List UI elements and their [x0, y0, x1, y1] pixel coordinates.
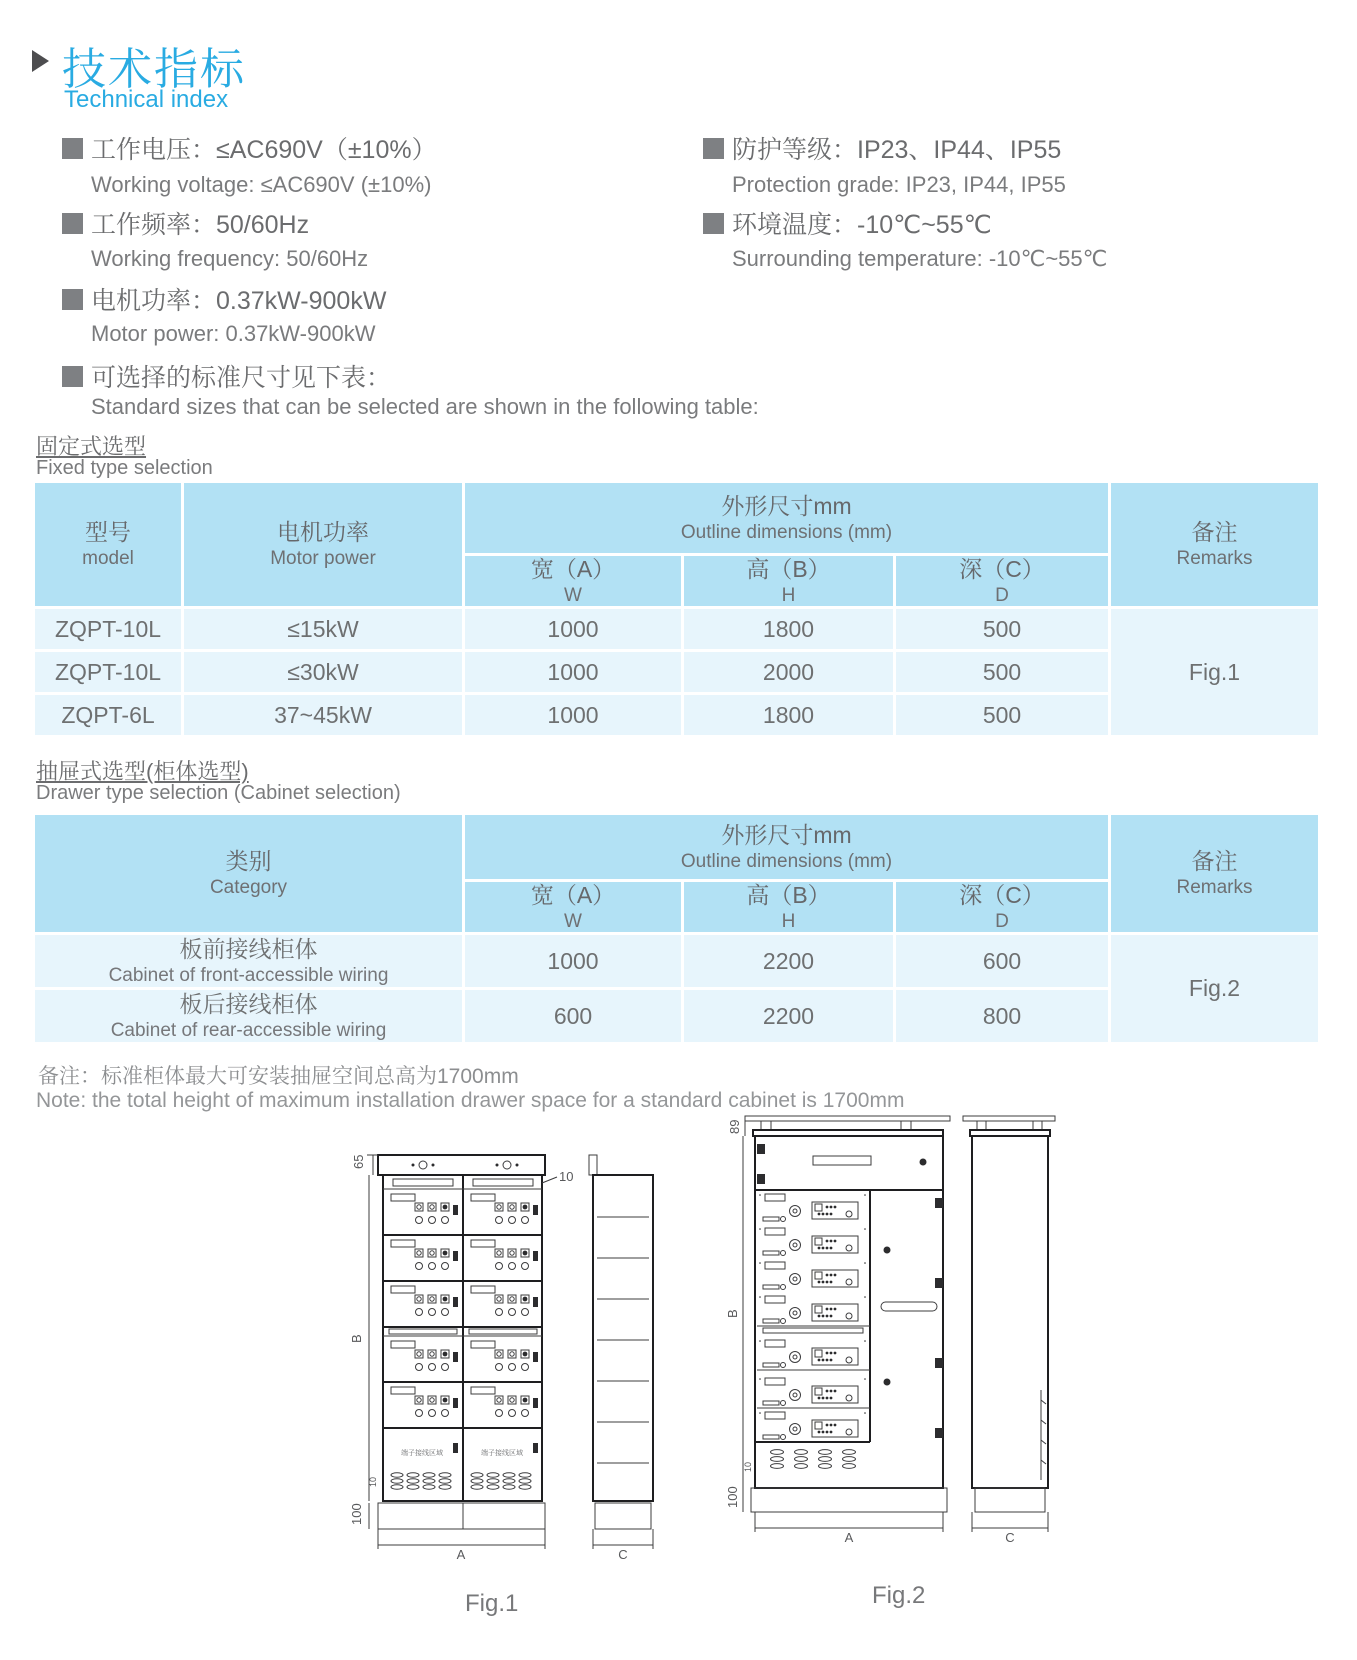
fig2-caption: Fig.2	[872, 1582, 926, 1609]
col-header-category-en: Category	[209, 877, 288, 898]
cell-value: 2000	[762, 658, 815, 685]
col-header-height	[684, 556, 893, 606]
col-header-remarks	[1111, 483, 1318, 606]
table-cell-power	[184, 652, 462, 692]
spec-motor-power-en: Motor power: 0.37kW-900kW	[91, 321, 376, 346]
col-header-width-en: W	[564, 584, 582, 606]
table-cell-height	[684, 695, 893, 735]
table-cell-model	[35, 695, 181, 735]
table-cell-width	[465, 695, 681, 735]
fig1-dim-10-vent: 10	[368, 1476, 378, 1487]
cell-value: ZQPT-10L	[54, 658, 162, 685]
col-header-depth-en: D	[995, 910, 1009, 932]
table-cell-category	[35, 935, 462, 987]
col-header-model-cn: 型号	[85, 519, 131, 546]
cell-value: ≤15kW	[287, 615, 359, 642]
col-header-depth-en: D	[995, 584, 1009, 606]
col-header-width	[465, 882, 681, 932]
table-cell-depth	[896, 652, 1108, 692]
col-header-remarks-en: Remarks	[1176, 877, 1253, 898]
fig2-dim-C: C	[1005, 1530, 1015, 1545]
col-header-model	[35, 483, 181, 606]
col-header-remarks	[1111, 815, 1318, 932]
square-bullet-icon	[62, 289, 83, 310]
col-header-category	[35, 815, 462, 932]
drawer-section-title-cn: 抽屉式选型(柜体选型)	[36, 759, 249, 784]
drawer-type-table	[35, 815, 1318, 1042]
spec-working-frequency-en: Working frequency: 50/60Hz	[91, 246, 369, 271]
cell-value: 1000	[547, 701, 599, 728]
col-header-height-cn: 高（B）	[746, 555, 831, 582]
spec-working-frequency	[62, 205, 309, 241]
cell-value: Fig.2	[1188, 975, 1241, 1002]
cell-value-cn: 板前接线柜体	[179, 935, 318, 962]
title-arrow-icon	[32, 50, 49, 72]
spec-working-voltage-cn: 工作电压：≤AC690V（±10%）	[91, 136, 437, 164]
fig1-caption: Fig.1	[465, 1590, 519, 1617]
fig1-dim-100: 100	[349, 1503, 364, 1525]
cell-value: 2200	[762, 947, 815, 974]
col-header-width-cn: 宽（A）	[530, 881, 616, 908]
square-bullet-icon	[62, 213, 83, 234]
cell-value: ≤30kW	[287, 658, 359, 685]
fig2-side-view	[963, 1116, 1055, 1545]
table-cell-power	[184, 609, 462, 649]
table-cell-depth	[896, 990, 1108, 1042]
col-header-width-cn: 宽（A）	[530, 555, 616, 582]
table-cell-power	[184, 695, 462, 735]
fig1-dim-65: 65	[351, 1154, 366, 1169]
cell-value: 500	[982, 658, 1022, 685]
col-header-depth	[896, 556, 1108, 606]
col-header-depth	[896, 882, 1108, 932]
cell-value: 1800	[762, 701, 815, 728]
col-header-height	[684, 882, 893, 932]
cell-value: 1000	[547, 947, 599, 974]
cell-value: 600	[982, 947, 1022, 974]
col-header-outline-dimensions-en: Outline dimensions (mm)	[680, 521, 893, 543]
fig1-side-view	[589, 1155, 653, 1562]
fixed-section-title-cn: 固定式选型	[36, 434, 147, 459]
table-cell-height	[684, 990, 893, 1042]
table-cell-height	[684, 609, 893, 649]
cell-value-cn: 板后接线柜体	[179, 990, 318, 1017]
col-header-depth-cn: 深（C）	[959, 555, 1045, 582]
cell-value: 800	[982, 1002, 1022, 1029]
table-cell-depth	[896, 609, 1108, 649]
table-cell-depth	[896, 935, 1108, 987]
cell-value: 500	[982, 615, 1022, 642]
table-cell-width	[465, 935, 681, 987]
page-subtitle: Technical index	[64, 86, 229, 113]
col-header-outline-dimensions-cn: 外形尺寸mm	[721, 492, 852, 519]
spec-working-voltage	[62, 130, 437, 166]
note-cn: 备注：标准柜体最大可安装抽屉空间总高为1700mm	[38, 1065, 519, 1088]
cell-value: 2200	[762, 1002, 815, 1029]
fig1-terminal-area-label: 端子接线区域	[401, 1450, 443, 1457]
fig2-dim-89: 89	[727, 1119, 742, 1134]
col-header-depth-cn: 深（C）	[959, 881, 1045, 908]
table-cell-model	[35, 609, 181, 649]
table-cell-depth	[896, 695, 1108, 735]
fig1-fixed-cabinet-drawing	[345, 1125, 690, 1585]
fig1-front-view	[378, 1155, 545, 1529]
spec-protection-grade-cn: 防护等级：IP23、IP44、IP55	[732, 136, 1062, 164]
fig2-dim-A: A	[844, 1530, 854, 1545]
spec-motor-power-cn: 电机功率：0.37kW-900kW	[91, 287, 387, 315]
spec-table-intro-en: Standard sizes that can be selected are shown in the following table:	[91, 394, 759, 419]
col-header-model-en: model	[82, 548, 134, 569]
col-header-height-en: H	[781, 910, 796, 932]
note-en: Note: the total height of maximum installation drawer space for a standard cabinet is 1700mm	[36, 1089, 905, 1112]
cell-value: ZQPT-6L	[61, 701, 155, 728]
fig1-dim-B: B	[349, 1334, 364, 1343]
cell-value: 1000	[547, 615, 599, 642]
cell-value: 37~45kW	[274, 701, 372, 728]
cell-value: 600	[553, 1002, 593, 1029]
col-header-category-cn: 类别	[225, 848, 272, 875]
spec-working-voltage-en: Working voltage: ≤AC690V (±10%)	[91, 172, 432, 197]
col-header-height-cn: 高（B）	[746, 881, 831, 908]
col-header-width-en: W	[564, 910, 582, 932]
col-header-motor-power-cn: 电机功率	[277, 519, 369, 546]
table-cell-model	[35, 652, 181, 692]
spec-motor-power	[62, 281, 386, 317]
square-bullet-icon	[703, 213, 724, 234]
table-cell-width	[465, 652, 681, 692]
fixed-section-title-en: Fixed type selection	[36, 457, 213, 479]
drawer-section-title-en: Drawer type selection (Cabinet selection)	[36, 782, 401, 804]
fig1-dim-A: A	[456, 1547, 466, 1562]
cell-value-en: Cabinet of rear-accessible wiring	[110, 1019, 387, 1041]
table-cell-width	[465, 609, 681, 649]
col-header-outline-dimensions	[465, 483, 1108, 553]
page-title: 技术指标	[62, 45, 246, 94]
col-header-remarks-cn: 备注	[1191, 848, 1238, 875]
table-cell-category	[35, 990, 462, 1042]
col-header-outline-dimensions	[465, 815, 1108, 879]
spec-surrounding-temperature-en: Surrounding temperature: -10℃~55℃	[732, 246, 1108, 271]
fig2-front-view	[745, 1116, 950, 1512]
square-bullet-icon	[703, 138, 724, 159]
table-cell-height	[684, 652, 893, 692]
col-header-width	[465, 556, 681, 606]
fig1-terminal-area-label: 端子接线区域	[481, 1450, 523, 1457]
fig2-dim-100: 100	[725, 1486, 740, 1508]
col-header-outline-dimensions-en: Outline dimensions (mm)	[680, 850, 893, 872]
col-header-motor-power-en: Motor power	[270, 548, 376, 569]
fig1-dim-10-gap: 10	[559, 1169, 574, 1184]
fig2-drawer-cabinet-drawing	[715, 1090, 1065, 1575]
spec-surrounding-temperature-cn: 环境温度：-10℃~55℃	[732, 211, 992, 239]
fixed-type-table	[35, 483, 1318, 735]
square-bullet-icon	[62, 138, 83, 159]
fig2-dim-B: B	[725, 1309, 740, 1318]
spec-working-frequency-cn: 工作频率：50/60Hz	[91, 211, 310, 239]
fig2-dim-10-vent: 10	[743, 1461, 753, 1472]
table-cell-remark	[1111, 609, 1318, 735]
cell-value: 500	[982, 701, 1022, 728]
cell-value: ZQPT-10L	[54, 615, 162, 642]
spec-table-intro-cn: 可选择的标准尺寸见下表：	[91, 364, 392, 392]
cell-value: 1800	[762, 615, 815, 642]
spec-protection-grade-en: Protection grade: IP23, IP44, IP55	[732, 172, 1066, 197]
spec-table-intro	[62, 358, 391, 394]
spec-surrounding-temperature	[703, 205, 992, 241]
square-bullet-icon	[62, 366, 83, 387]
col-header-outline-dimensions-cn: 外形尺寸mm	[721, 821, 852, 848]
fig1-dim-C: C	[618, 1547, 628, 1562]
table-cell-width	[465, 990, 681, 1042]
cell-value: 1000	[547, 658, 599, 685]
table-cell-remark	[1111, 935, 1318, 1042]
col-header-height-en: H	[781, 584, 796, 606]
cell-value-en: Cabinet of front-accessible wiring	[108, 964, 389, 986]
col-header-motor-power	[184, 483, 462, 606]
col-header-remarks-cn: 备注	[1191, 519, 1238, 546]
cell-value: Fig.1	[1188, 658, 1241, 685]
col-header-remarks-en: Remarks	[1176, 548, 1253, 569]
table-cell-height	[684, 935, 893, 987]
spec-protection-grade	[703, 130, 1061, 166]
